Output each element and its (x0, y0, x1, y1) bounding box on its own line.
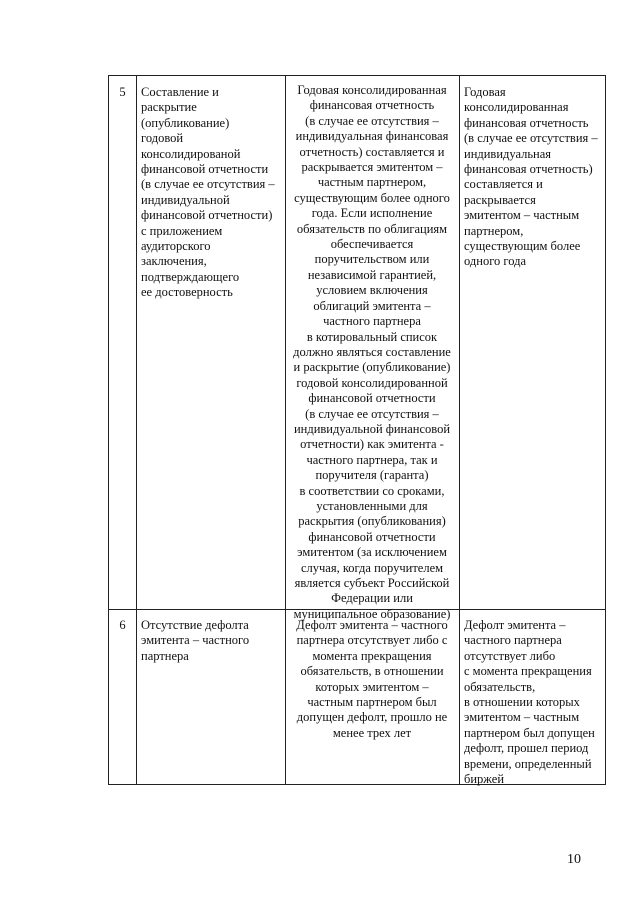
row-number: 6 (119, 618, 126, 632)
column-divider (285, 76, 286, 609)
requirement-a-text: Годовая консолидированная финансовая отчетность (в случае ее отсутствия – индивидуальная финансовая отчетность) составляется и раскрывается эмитентом – частным партнером, существующим более одного года. Если исполнение обязательств по облигациям обеспечивается поручительством или независимой гарантией, условием включения облигаций эмитента – частного партнера в котировальный список должно являться составление и раскрытие (опубликование) годовой консолидированной финансовой отчетности (в случае ее отсутствия – индивидуальной финансовой отчетности) как эмитента - частного партнера, так и поручителя (гаранта) в соответствии со сроками, установленными для раскрытия (опубликования) финансовой отчетности эмитентом (за исключением случая, когда поручителем является субъект Российской Федерации или муниципальное образование) (293, 83, 451, 621)
column-divider (136, 76, 137, 609)
page-number: 10 (567, 852, 581, 867)
criterion-text: Отсутствие дефолта эмитента – частного партнера (141, 618, 250, 663)
table-row (109, 76, 605, 621)
column-divider (459, 609, 460, 784)
criteria-table (108, 75, 606, 785)
row-number: 5 (119, 85, 126, 99)
requirement-b-text: Годовая консолидированная финансовая отчетность (в случае ее отсутствия – индивидуальная финансовая отчетность) составляется и раскрывается эмитентом – частным партнером, существующим более одного года (464, 85, 598, 269)
table-row (109, 609, 605, 787)
column-divider (136, 609, 137, 784)
criterion-text: Составление и раскрытие (опубликование) годовой консолидированой финансовой отчетности (в случае ее отсутствия – индивидуальной финансовой отчетности) с приложением аудиторского заключения, подтверждающего ее достоверность (141, 85, 275, 300)
requirement-b-text: Дефолт эмитента – частного партнера отсутствует либо с момента прекращения обязательств, в отношении которых эмитентом – частным партнером был допущен дефолт, прошел период времени, определенный биржей (464, 618, 595, 787)
column-divider (285, 609, 286, 784)
column-divider (459, 76, 460, 609)
requirement-a-text: Дефолт эмитента – частного партнера отсутствует либо с момента прекращения обязательств, в отношении которых эмитентом – частным партнером был допущен дефолт, прошло не менее трех лет (296, 618, 448, 740)
